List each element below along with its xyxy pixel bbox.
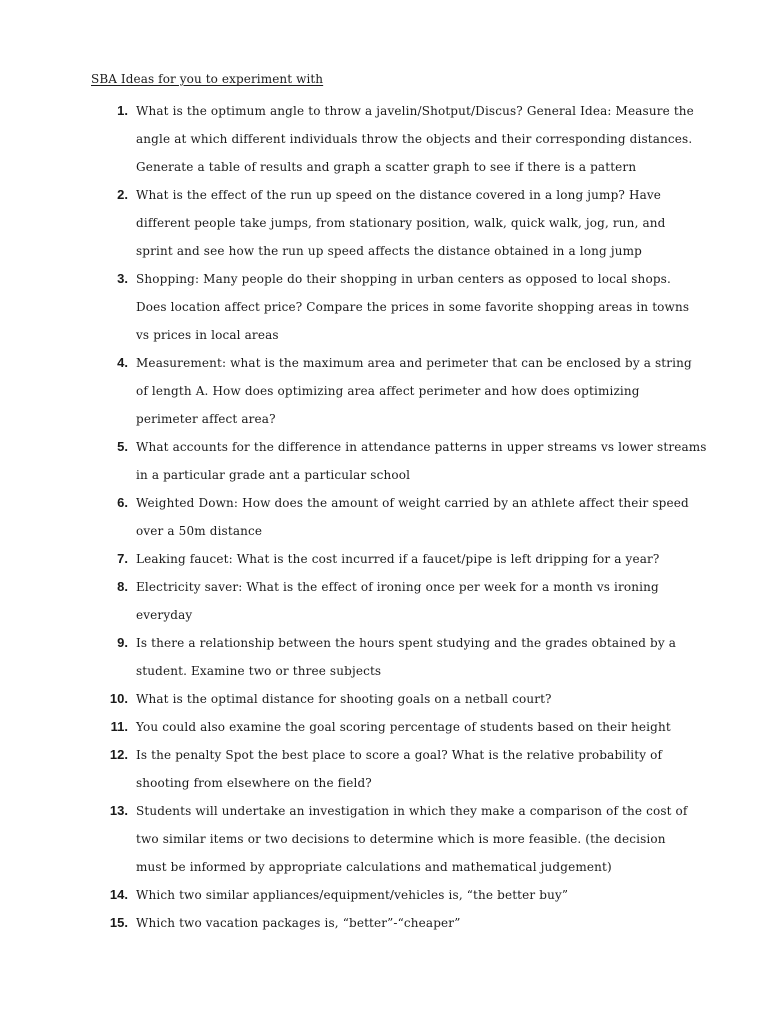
item-text [136,881,696,909]
list-item [0,685,768,713]
item-number: 14. [109,887,128,902]
list-item [0,433,768,489]
item-text [136,741,696,797]
item-number: 10. [109,691,128,706]
item-text [136,685,696,713]
list-item [0,713,768,741]
item-text-line: Which two vacation packages is, “better”-“cheaper” [136,916,461,930]
item-number: 8. [117,579,128,594]
item-text-line: must be informed by appropriate calculations and mathematical judgement) [136,860,612,874]
item-text-line: What accounts for the difference in attendance patterns in upper streams vs lower streams [136,440,707,454]
item-number: 5. [117,439,128,454]
list-item [0,545,768,573]
item-number: 7. [117,551,128,566]
item-text-line: perimeter affect area? [136,412,276,426]
item-text-line: You could also examine the goal scoring percentage of students based on their height [136,720,671,734]
item-number: 15. [109,915,128,930]
item-text [136,713,696,741]
item-text [136,797,696,881]
item-text [136,909,696,937]
item-text-line: What is the effect of the run up speed on the distance covered in a long jump? Have [136,188,662,202]
item-number: 12. [109,747,128,762]
item-text [136,97,696,181]
item-text-line: Which two similar appliances/equipment/vehicles is, “the better buy” [136,888,569,902]
item-text [136,349,696,433]
item-text-line: Weighted Down: How does the amount of weight carried by an athlete affect their speed [136,496,689,510]
item-text [136,433,707,489]
item-text-line: Is the penalty Spot the best place to score a goal? What is the relative probability of [136,748,663,762]
item-number: 4. [117,355,128,370]
item-text-line: in a particular grade ant a particular school [136,468,411,482]
item-text-line: of length A. How does optimizing area affect perimeter and how does optimizing [136,384,640,398]
item-text-line: What is the optimal distance for shooting goals on a netball court? [136,692,552,706]
list-item [0,265,768,349]
item-text-line: shooting from elsewhere on the field? [136,776,372,790]
item-text-line: over a 50m distance [136,524,263,538]
item-number: 1. [117,103,128,118]
item-text-line: vs prices in local areas [136,328,279,342]
list-item [0,97,768,181]
item-text-line: Shopping: Many people do their shopping in urban centers as opposed to local shops. [136,272,671,286]
item-text-line: different people take jumps, from stationary position, walk, quick walk, jog, run, and [136,216,666,230]
item-text-line: Does location affect price? Compare the prices in some favorite shopping areas in towns [136,300,690,314]
item-text [136,489,696,545]
item-text-line: Is there a relationship between the hours spent studying and the grades obtained by a [136,636,677,650]
item-text-line: Measurement: what is the maximum area and perimeter that can be enclosed by a string [136,356,692,370]
item-text-line: Generate a table of results and graph a scatter graph to see if there is a pattern [136,160,637,174]
item-text [136,573,696,629]
item-text-line: Leaking faucet: What is the cost incurred if a faucet/pipe is left dripping for a year? [136,552,660,566]
item-text-line: sprint and see how the run up speed affects the distance obtained in a long jump [136,244,642,258]
item-text [136,545,696,573]
ideas-list [0,97,768,937]
list-item [0,489,768,545]
document-title: SBA Ideas for you to experiment with [91,72,324,86]
item-text-line: What is the optimum angle to throw a javelin/Shotput/Discus? General Idea: Measure the [136,104,694,118]
list-item [0,629,768,685]
item-number: 11. [110,719,128,734]
list-item [0,181,768,265]
item-text [136,629,696,685]
list-item [0,741,768,797]
item-text-line: two similar items or two decisions to determine which is more feasible. (the decision [136,832,666,846]
item-text-line: student. Examine two or three subjects [136,664,382,678]
item-number: 6. [117,495,128,510]
list-item [0,573,768,629]
item-text [136,265,696,349]
list-item [0,881,768,909]
list-item [0,909,768,937]
item-text [136,181,696,265]
item-text-line: angle at which different individuals throw the objects and their corresponding distances. [136,132,693,146]
item-number: 9. [117,635,128,650]
item-number: 3. [117,271,128,286]
list-item [0,797,768,881]
item-text-line: everyday [136,608,193,622]
item-text-line: Electricity saver: What is the effect of ironing once per week for a month vs ironing [136,580,659,594]
list-item [0,349,768,433]
item-text-line: Students will undertake an investigation in which they make a comparison of the cost of [136,804,688,818]
item-number: 13. [109,803,128,818]
item-number: 2. [117,187,128,202]
